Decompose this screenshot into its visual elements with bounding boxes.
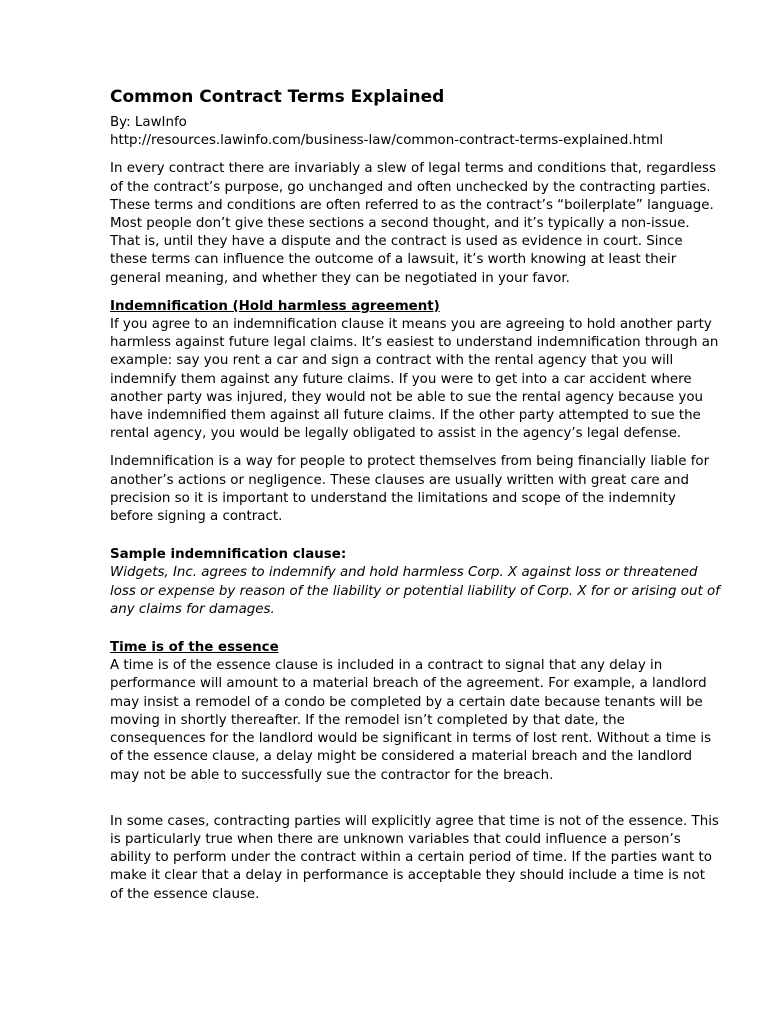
paragraph-spacer xyxy=(110,795,720,813)
document-meta xyxy=(110,114,720,150)
time-essence-paragraph-2: In some cases, contracting parties will explicitly agree that time is not of the essence. This is particularly true when there are unknown variables that could influence a person’s ability to perform under the contract within a certain period of time. If the parties want to make it clear that a delay in performance is acceptable they should include a time is not of the essence clause. xyxy=(110,813,719,902)
indemnification-heading: Indemnification (Hold harmless agreement) xyxy=(110,298,440,314)
indemnification-section xyxy=(110,298,720,526)
document-title: Common Contract Terms Explained xyxy=(110,87,445,107)
sample-clause-section xyxy=(110,546,720,619)
sample-clause-text: Widgets, Inc. agrees to indemnify and hold harmless Corp. X against loss or threatened loss or expense by reason of the liability or potential liability of Corp. X for or arising out of any claims for damages. xyxy=(110,565,720,617)
sample-clause-heading: Sample indemnification clause: xyxy=(110,547,347,563)
indemnification-paragraph-2: Indemnification is a way for people to protect themselves from being financially liable for another’s actions or negligence. These clauses are usually written with great care and precision so it is important to understand the limitations and scope of the indemnity before signing a contract. xyxy=(110,454,710,525)
intro-paragraph: In every contract there are invariably a slew of legal terms and conditions that, regardless of the contract’s purpose, go unchanged and often unchecked by the contracting parties. These terms and conditions are often referred to as the contract’s “boilerplate” language. Most people don’t give these sections a second thought, and it’s typically a non-issue. That is, until they have a dispute and the contract is used as evidence in court. Since these terms can influence the outcome of a lawsuit, it’s worth knowing at least their general meaning, and whether they can be negotiated in your favor. xyxy=(110,161,716,286)
document-page xyxy=(110,86,720,914)
indemnification-paragraph-1: If you agree to an indemnification clause it means you are agreeing to hold another party harmless against future legal claims. It’s easiest to understand indemnification through an example: say you rent a car and sign a contract with the rental agency that you will indemnify them against any future claims. If you were to get into a car accident where another party was injured, they would not be able to sue the rental agency because you have indemnified them against all future claims. If the other party attempted to sue the rental agency, you would be legally obligated to assist in the agency’s legal defense. xyxy=(110,317,719,442)
time-essence-section xyxy=(110,639,720,904)
source-url: http://resources.lawinfo.com/business-law/common-contract-terms-explained.html xyxy=(110,133,664,149)
byline: By: LawInfo xyxy=(110,115,187,130)
time-essence-heading: Time is of the essence xyxy=(110,640,279,656)
time-essence-paragraph-1: A time is of the essence clause is included in a contract to signal that any delay in performance will amount to a material breach of the agreement. For example, a landlord may insist a remodel of a condo be completed by a certain date because tenants will be moving in shortly thereafter. If the remodel isn’t completed by that date, the consequences for the landlord would be significant in terms of lost rent. Without a time is of the essence clause, a delay might be considered a material breach and the landlord may not be able to successfully sue the contractor for the breach. xyxy=(110,658,712,783)
